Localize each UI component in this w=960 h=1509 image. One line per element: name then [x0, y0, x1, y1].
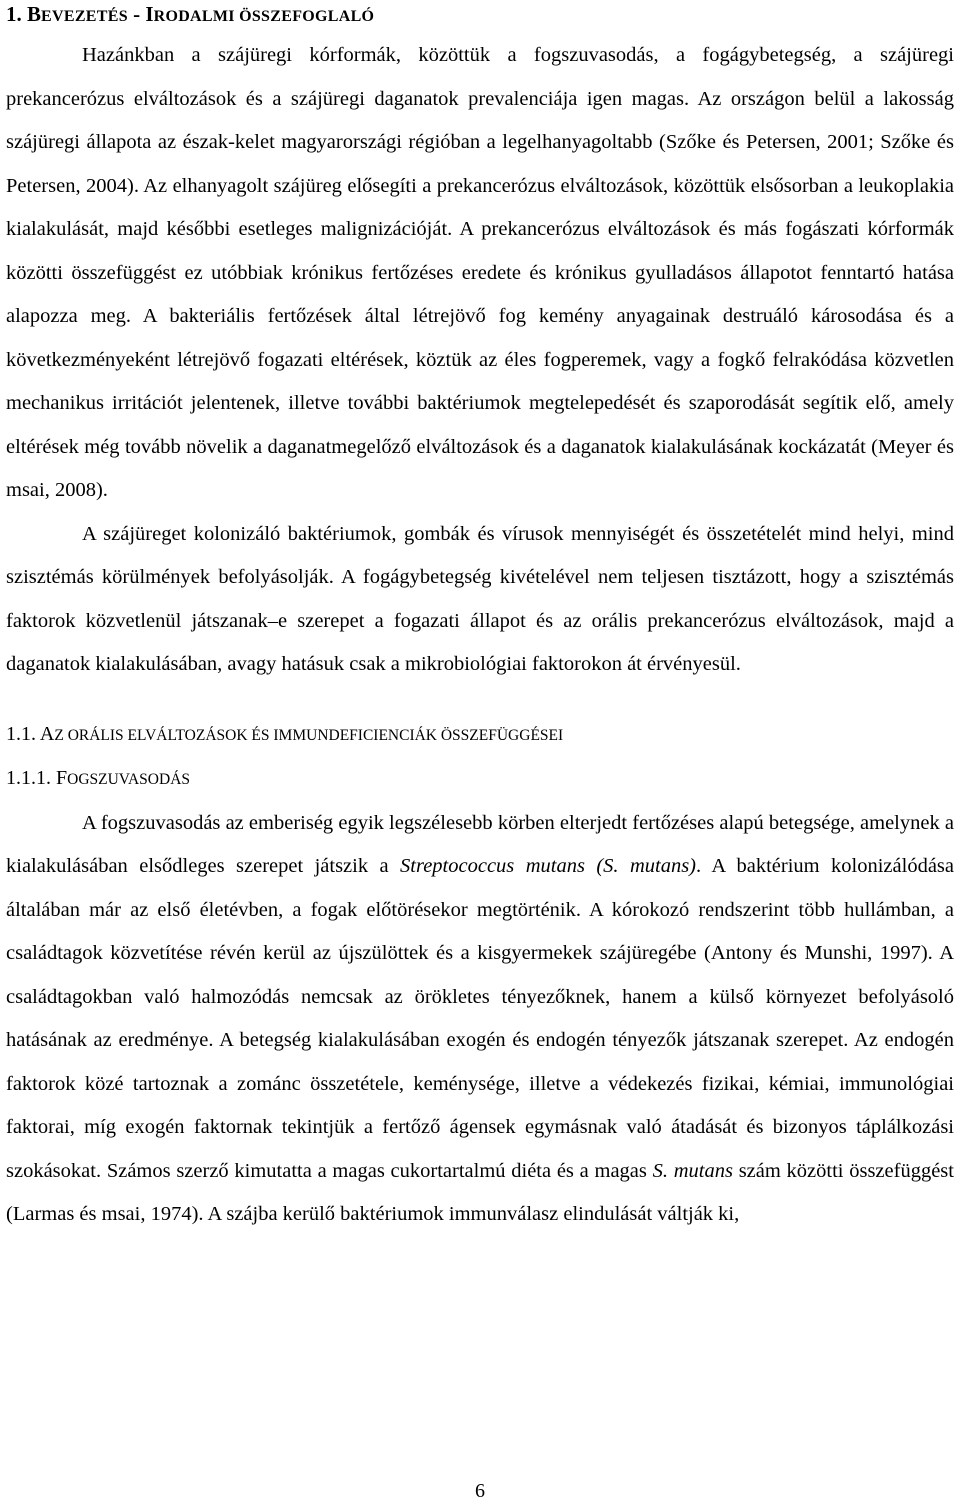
page-content [6, 0, 954, 1237]
section-title-separator: - [127, 2, 146, 26]
caries-text-2: . A baktérium kolonizálódása általában már az első életévben, a fogak előtörésekor megtörténik. A kórokozó rendszerint több hullámban, a családtagok közvetítése révén kerül az újszülöttek és a kisgyermekek szájüregébe (Antony és Munshi, 1997). A családtagokban való halmozódás nemcsak az örökletes tényezőknek, hanem a külső környezet befolyásoló hatásának az eredménye. A betegség kialakulásában exogén és endogén tényezők játszanak szerepet. Az endogén faktorok közé tartoznak a zománc összetétele, keménysége, illetve a védekezés fizikai, kémiai, immunológiai faktorai, míg exogén faktornak tekintjük a fertőző ágensek egymásnak való átadását és bizonyos táplálkozási szokásokat. Számos szerző kimutatta a magas cukortartalmú diéta és a magas [6, 855, 954, 1182]
caries-paragraph [6, 802, 954, 1237]
page-number: 6 [475, 1480, 485, 1502]
subsection-title-initial: A [39, 722, 55, 745]
subsubsection-heading [6, 757, 954, 802]
section-title-a-initial: B [27, 2, 42, 26]
subsubsection-title-rest: OGSZUVASODÁS [67, 771, 191, 788]
subsubsection-number: 1.1.1. [6, 767, 51, 789]
subsection-number: 1.1. [6, 722, 36, 745]
caries-text-1: A fogszuvasodás az emberiség egyik legszélesebb körben elterjedt fertőzéses alapú betegsége, amelynek a kialakulásában elsődleges szerepet játszik a [6, 811, 954, 877]
section-gap [6, 687, 954, 713]
subsection-heading [6, 713, 954, 758]
subsection-title-rest: Z ORÁLIS ELVÁLTOZÁSOK ÉS IMMUNDEFICIENCIÁK ÖSSZEFÜGGÉSEI [54, 726, 564, 744]
section-heading [6, 0, 954, 28]
section-number: 1. [6, 2, 22, 26]
subsubsection-title-initial: F [56, 767, 68, 789]
section-title-b-rest: RODALMI ÖSSZEFOGLALÓ [153, 8, 375, 25]
section-title-b-initial: I [145, 2, 154, 26]
species-name-mutans: Streptococcus mutans (S. mutans) [400, 855, 697, 877]
intro-paragraph-1: Hazánkban a szájüregi kórformák, közöttük a fogszuvasodás, a fogágybetegség, a szájüregi prekancerózus elváltozások és a szájüregi daganatok prevalenciája igen magas. Az országon belül a lakosság szájüregi állapota az észak-kelet magyarországi régióban a legelhanyagoltabb (Szőke és Petersen, 2001; Szőke és Petersen, 2004). Az elhanyagolt szájüreg elősegíti a prekancerózus elváltozások, közöttük elsősorban a leukoplakia kialakulását, majd későbbi esetleges malignizációját. A prekancerózus elváltozások és más fogászati kórformák közötti összefüggést ez utóbbiak krónikus fertőzéses eredete és krónikus gyulladásos állapotot fenntartó hatása alapozza meg. A bakteriális fertőzések által létrejövő fog kemény anyagainak destruáló károsodása és a következményeként létrejövő fogazati eltérések, köztük az éles fogperemek, vagy a fogkő felrakódása közvetlen mechanikus irritációt jelentenek, illetve további baktériumok megtelepedését és szaporodását segítik elő, amely eltérések még tovább növelik a daganatmegelőző elváltozások és a daganatok kialakulásának kockázatát (Meyer és msai, 2008). [6, 44, 954, 501]
species-abbrev-mutans: S. mutans [652, 1159, 733, 1182]
caries-text-3: szám közötti összefüggést (Larmas és msai, 1974). A szájba kerülő baktériumok immunválasz elindulását váltják ki, [6, 1159, 954, 1225]
intro-paragraph-2: A szájüreget kolonizáló baktériumok, gombák és vírusok mennyiségét és összetételét mind helyi, mind szisztémás körülmények befolyásolják. A fogágybetegség kivételével nem teljesen tisztázott, hogy a szisztémás faktorok közvetlenül játszanak–e szerepet a fogazati állapot és az orális prekancerózus elváltozások, majd a daganatok kialakulásában, avagy hatásuk csak a mikrobiológiai faktorokon át érvényesül. [6, 522, 954, 675]
section-title-a-rest: EVEZETÉS [41, 8, 128, 25]
